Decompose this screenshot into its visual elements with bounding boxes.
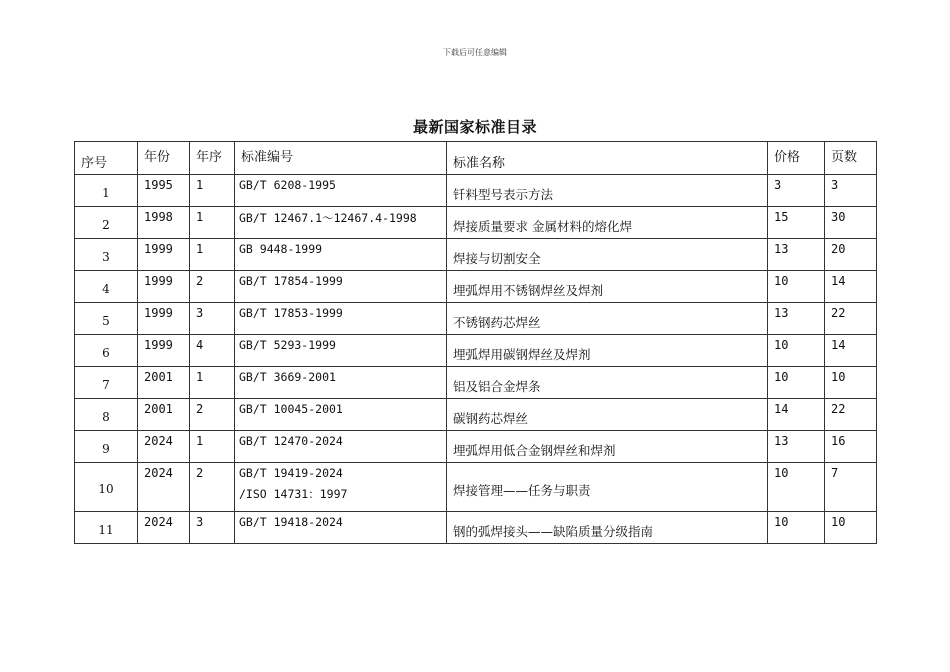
cell-year: 1995 — [138, 175, 190, 207]
cell-pages: 22 — [825, 303, 877, 335]
table-row — [75, 431, 877, 463]
cell-code: GB/T 17853-1999 — [235, 303, 447, 335]
cell-seq: 10 — [75, 463, 138, 512]
cell-order: 3 — [190, 512, 235, 544]
cell-order: 1 — [190, 175, 235, 207]
cell-year: 1999 — [138, 335, 190, 367]
cell-name: 埋弧焊用不锈钢焊丝及焊剂 — [447, 271, 768, 303]
table-row — [75, 463, 877, 512]
column-header-price: 价格 — [768, 142, 825, 175]
cell-code: GB/T 10045-2001 — [235, 399, 447, 431]
cell-price: 10 — [768, 271, 825, 303]
column-header-order: 年序 — [190, 142, 235, 175]
cell-price: 13 — [768, 239, 825, 271]
document-title: 最新国家标准目录 — [412, 118, 537, 136]
cell-order: 2 — [190, 463, 235, 512]
cell-price: 10 — [768, 335, 825, 367]
cell-seq: 4 — [75, 271, 138, 303]
cell-code: GB/T 12470-2024 — [235, 431, 447, 463]
page-header-note: 下载后可任意编辑 — [443, 48, 507, 57]
cell-order: 2 — [190, 271, 235, 303]
cell-year: 2024 — [138, 431, 190, 463]
cell-code: GB/T 6208-1995 — [235, 175, 447, 207]
cell-code: GB 9448-1999 — [235, 239, 447, 271]
cell-price: 14 — [768, 399, 825, 431]
cell-price: 15 — [768, 207, 825, 239]
cell-seq: 5 — [75, 303, 138, 335]
cell-name: 铝及铝合金焊条 — [447, 367, 768, 399]
table-header-row — [75, 142, 877, 175]
cell-seq: 8 — [75, 399, 138, 431]
cell-order: 4 — [190, 335, 235, 367]
standards-table — [74, 141, 877, 544]
cell-year: 1998 — [138, 207, 190, 239]
cell-code: GB/T 3669-2001 — [235, 367, 447, 399]
cell-pages: 22 — [825, 399, 877, 431]
cell-order: 1 — [190, 431, 235, 463]
column-header-pages: 页数 — [825, 142, 877, 175]
cell-order: 2 — [190, 399, 235, 431]
cell-price: 10 — [768, 463, 825, 512]
cell-name: 焊接与切割安全 — [447, 239, 768, 271]
cell-name: 埋弧焊用低合金钢焊丝和焊剂 — [447, 431, 768, 463]
cell-order: 1 — [190, 367, 235, 399]
cell-seq: 7 — [75, 367, 138, 399]
table-row — [75, 207, 877, 239]
cell-year: 1999 — [138, 271, 190, 303]
cell-pages: 10 — [825, 367, 877, 399]
column-header-seq: 序号 — [75, 142, 138, 175]
cell-name: 埋弧焊用碳钢焊丝及焊剂 — [447, 335, 768, 367]
cell-seq: 6 — [75, 335, 138, 367]
table-row — [75, 175, 877, 207]
cell-pages: 20 — [825, 239, 877, 271]
cell-seq: 2 — [75, 207, 138, 239]
table-row — [75, 399, 877, 431]
cell-name: 焊接管理——任务与职责 — [447, 463, 768, 512]
cell-order: 1 — [190, 207, 235, 239]
cell-pages: 30 — [825, 207, 877, 239]
column-header-code: 标准编号 — [235, 142, 447, 175]
cell-price: 13 — [768, 303, 825, 335]
column-header-name: 标准名称 — [447, 142, 768, 175]
cell-pages: 3 — [825, 175, 877, 207]
cell-order: 3 — [190, 303, 235, 335]
table-row — [75, 367, 877, 399]
cell-code: GB/T 5293-1999 — [235, 335, 447, 367]
table-row — [75, 239, 877, 271]
table-row — [75, 271, 877, 303]
cell-year: 1999 — [138, 303, 190, 335]
table-row — [75, 512, 877, 544]
cell-name: 不锈钢药芯焊丝 — [447, 303, 768, 335]
cell-year: 2024 — [138, 512, 190, 544]
cell-order: 1 — [190, 239, 235, 271]
cell-name: 碳钢药芯焊丝 — [447, 399, 768, 431]
cell-price: 13 — [768, 431, 825, 463]
cell-pages: 14 — [825, 271, 877, 303]
cell-year: 1999 — [138, 239, 190, 271]
cell-pages: 16 — [825, 431, 877, 463]
cell-seq: 9 — [75, 431, 138, 463]
cell-year: 2001 — [138, 367, 190, 399]
cell-code: GB/T 17854-1999 — [235, 271, 447, 303]
cell-year: 2001 — [138, 399, 190, 431]
cell-year: 2024 — [138, 463, 190, 512]
cell-seq: 3 — [75, 239, 138, 271]
cell-code: GB/T 19419-2024 /ISO 14731：1997 — [235, 463, 447, 512]
cell-name: 钎料型号表示方法 — [447, 175, 768, 207]
cell-code: GB/T 12467.1～12467.4-1998 — [235, 207, 447, 239]
table-row — [75, 335, 877, 367]
cell-name: 焊接质量要求 金属材料的熔化焊 — [447, 207, 768, 239]
cell-pages: 10 — [825, 512, 877, 544]
cell-seq: 11 — [75, 512, 138, 544]
cell-pages: 14 — [825, 335, 877, 367]
table-row — [75, 303, 877, 335]
cell-seq: 1 — [75, 175, 138, 207]
cell-price: 10 — [768, 367, 825, 399]
cell-price: 3 — [768, 175, 825, 207]
cell-code: GB/T 19418-2024 — [235, 512, 447, 544]
cell-name: 钢的弧焊接头——缺陷质量分级指南 — [447, 512, 768, 544]
column-header-year: 年份 — [138, 142, 190, 175]
cell-price: 10 — [768, 512, 825, 544]
cell-pages: 7 — [825, 463, 877, 512]
